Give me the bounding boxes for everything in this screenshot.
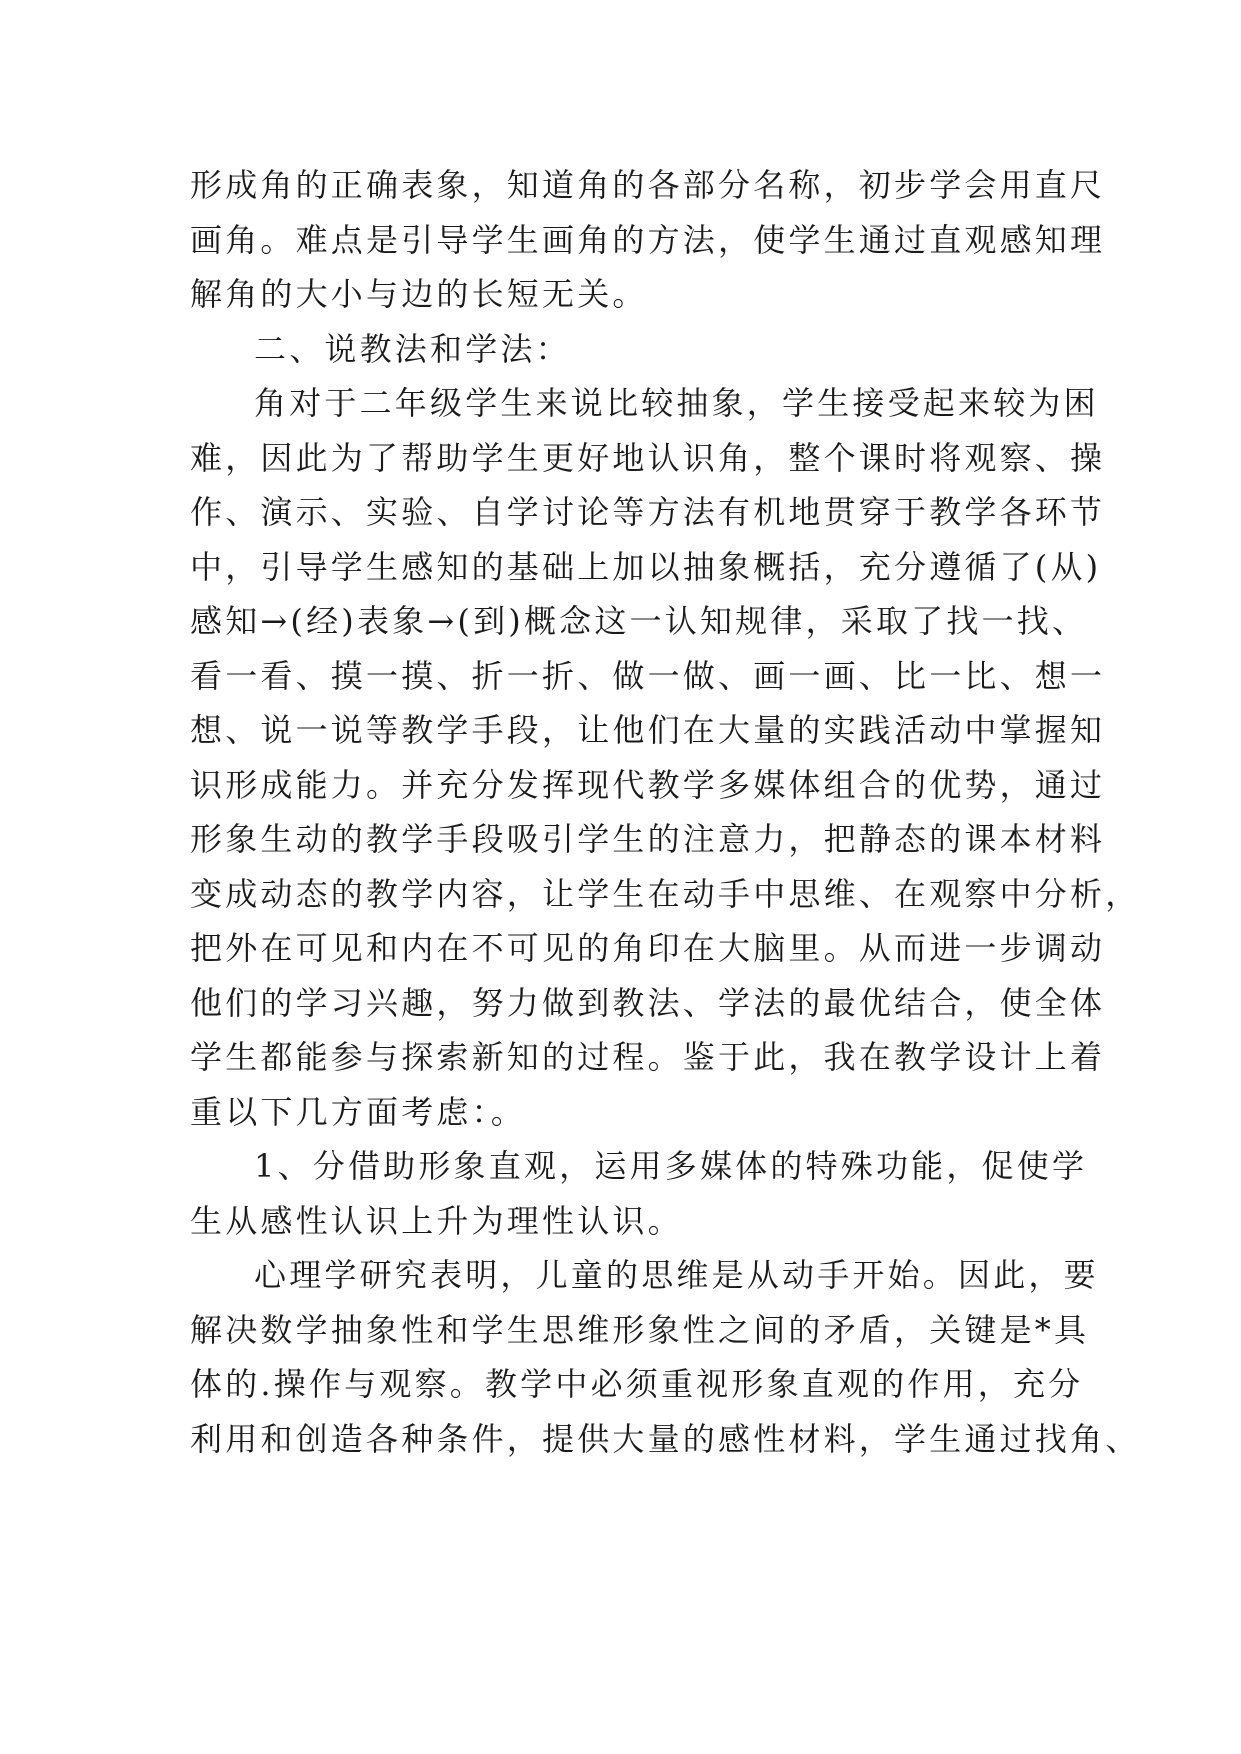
text-line: 解角的大小与边的长短无关。 <box>190 275 648 313</box>
list-item-heading: 1、分借助形象直观，运用多媒体的特殊功能，促使学 <box>254 1147 1088 1185</box>
text-line: 形成角的正确表象，知道角的各部分名称，初步学会用直尺 <box>190 166 1106 204</box>
text-line: 感知→(经)表象→(到)概念这一认知规律，采取了找一找、 <box>190 602 1088 640</box>
section-heading: 二、说教法和学法： <box>254 329 571 368</box>
text-line: 难，因此为了帮助学生更好地认识角，整个课时将观察、操 <box>190 438 1106 477</box>
text-line: 学生都能参与探索新知的过程。鉴于此，我在教学设计上着 <box>190 1038 1106 1076</box>
text-line: 中，引导学生感知的基础上加以抽象概括，充分遵循了(从) <box>190 547 1102 586</box>
text-line: 把外在可见和内在不可见的角印在大脑里。从而进一步调动 <box>190 929 1106 967</box>
text-line: 形象生动的教学手段吸引学生的注意力，把静态的课本材料 <box>190 820 1106 858</box>
text-line: 想、说一说等教学手段，让他们在大量的实践活动中掌握知 <box>190 711 1106 749</box>
text-line: 体的.操作与观察。教学中必须重视形象直观的作用，充分 <box>190 1365 1084 1403</box>
text-line: 心理学研究表明，儿童的思维是从动手开始。因此，要 <box>254 1256 1099 1294</box>
text-line: 重以下几方面考虑：。 <box>190 1092 527 1131</box>
text-line: 角对于二年级学生来说比较抽象，学生接受起来较为困 <box>254 384 1099 422</box>
text-line: 他们的学习兴趣，努力做到教法、学法的最优结合，使全体 <box>190 983 1106 1022</box>
text-line: 作、演示、实验、自学讨论等方法有机地贯穿于教学各环节 <box>190 493 1106 531</box>
document-body <box>190 158 1141 1466</box>
text-line: 画角。难点是引导学生画角的方法，使学生通过直观感知理 <box>190 220 1106 259</box>
text-line: 看一看、摸一摸、折一折、做一做、画一画、比一比、想一 <box>190 656 1106 695</box>
text-line: 解决数学抽象性和学生思维形象性之间的矛盾，关键是*具 <box>190 1310 1090 1349</box>
text-line: 识形成能力。并充分发挥现代教学多媒体组合的优势，通过 <box>190 765 1106 804</box>
text-line: 生从感性认识上升为理性认识。 <box>190 1201 683 1240</box>
text-line: 利用和创造各种条件，提供大量的感性材料，学生通过找角、 <box>190 1419 1141 1458</box>
text-line: 变成动态的教学内容，让学生在动手中思维、在观察中分析， <box>190 874 1141 913</box>
